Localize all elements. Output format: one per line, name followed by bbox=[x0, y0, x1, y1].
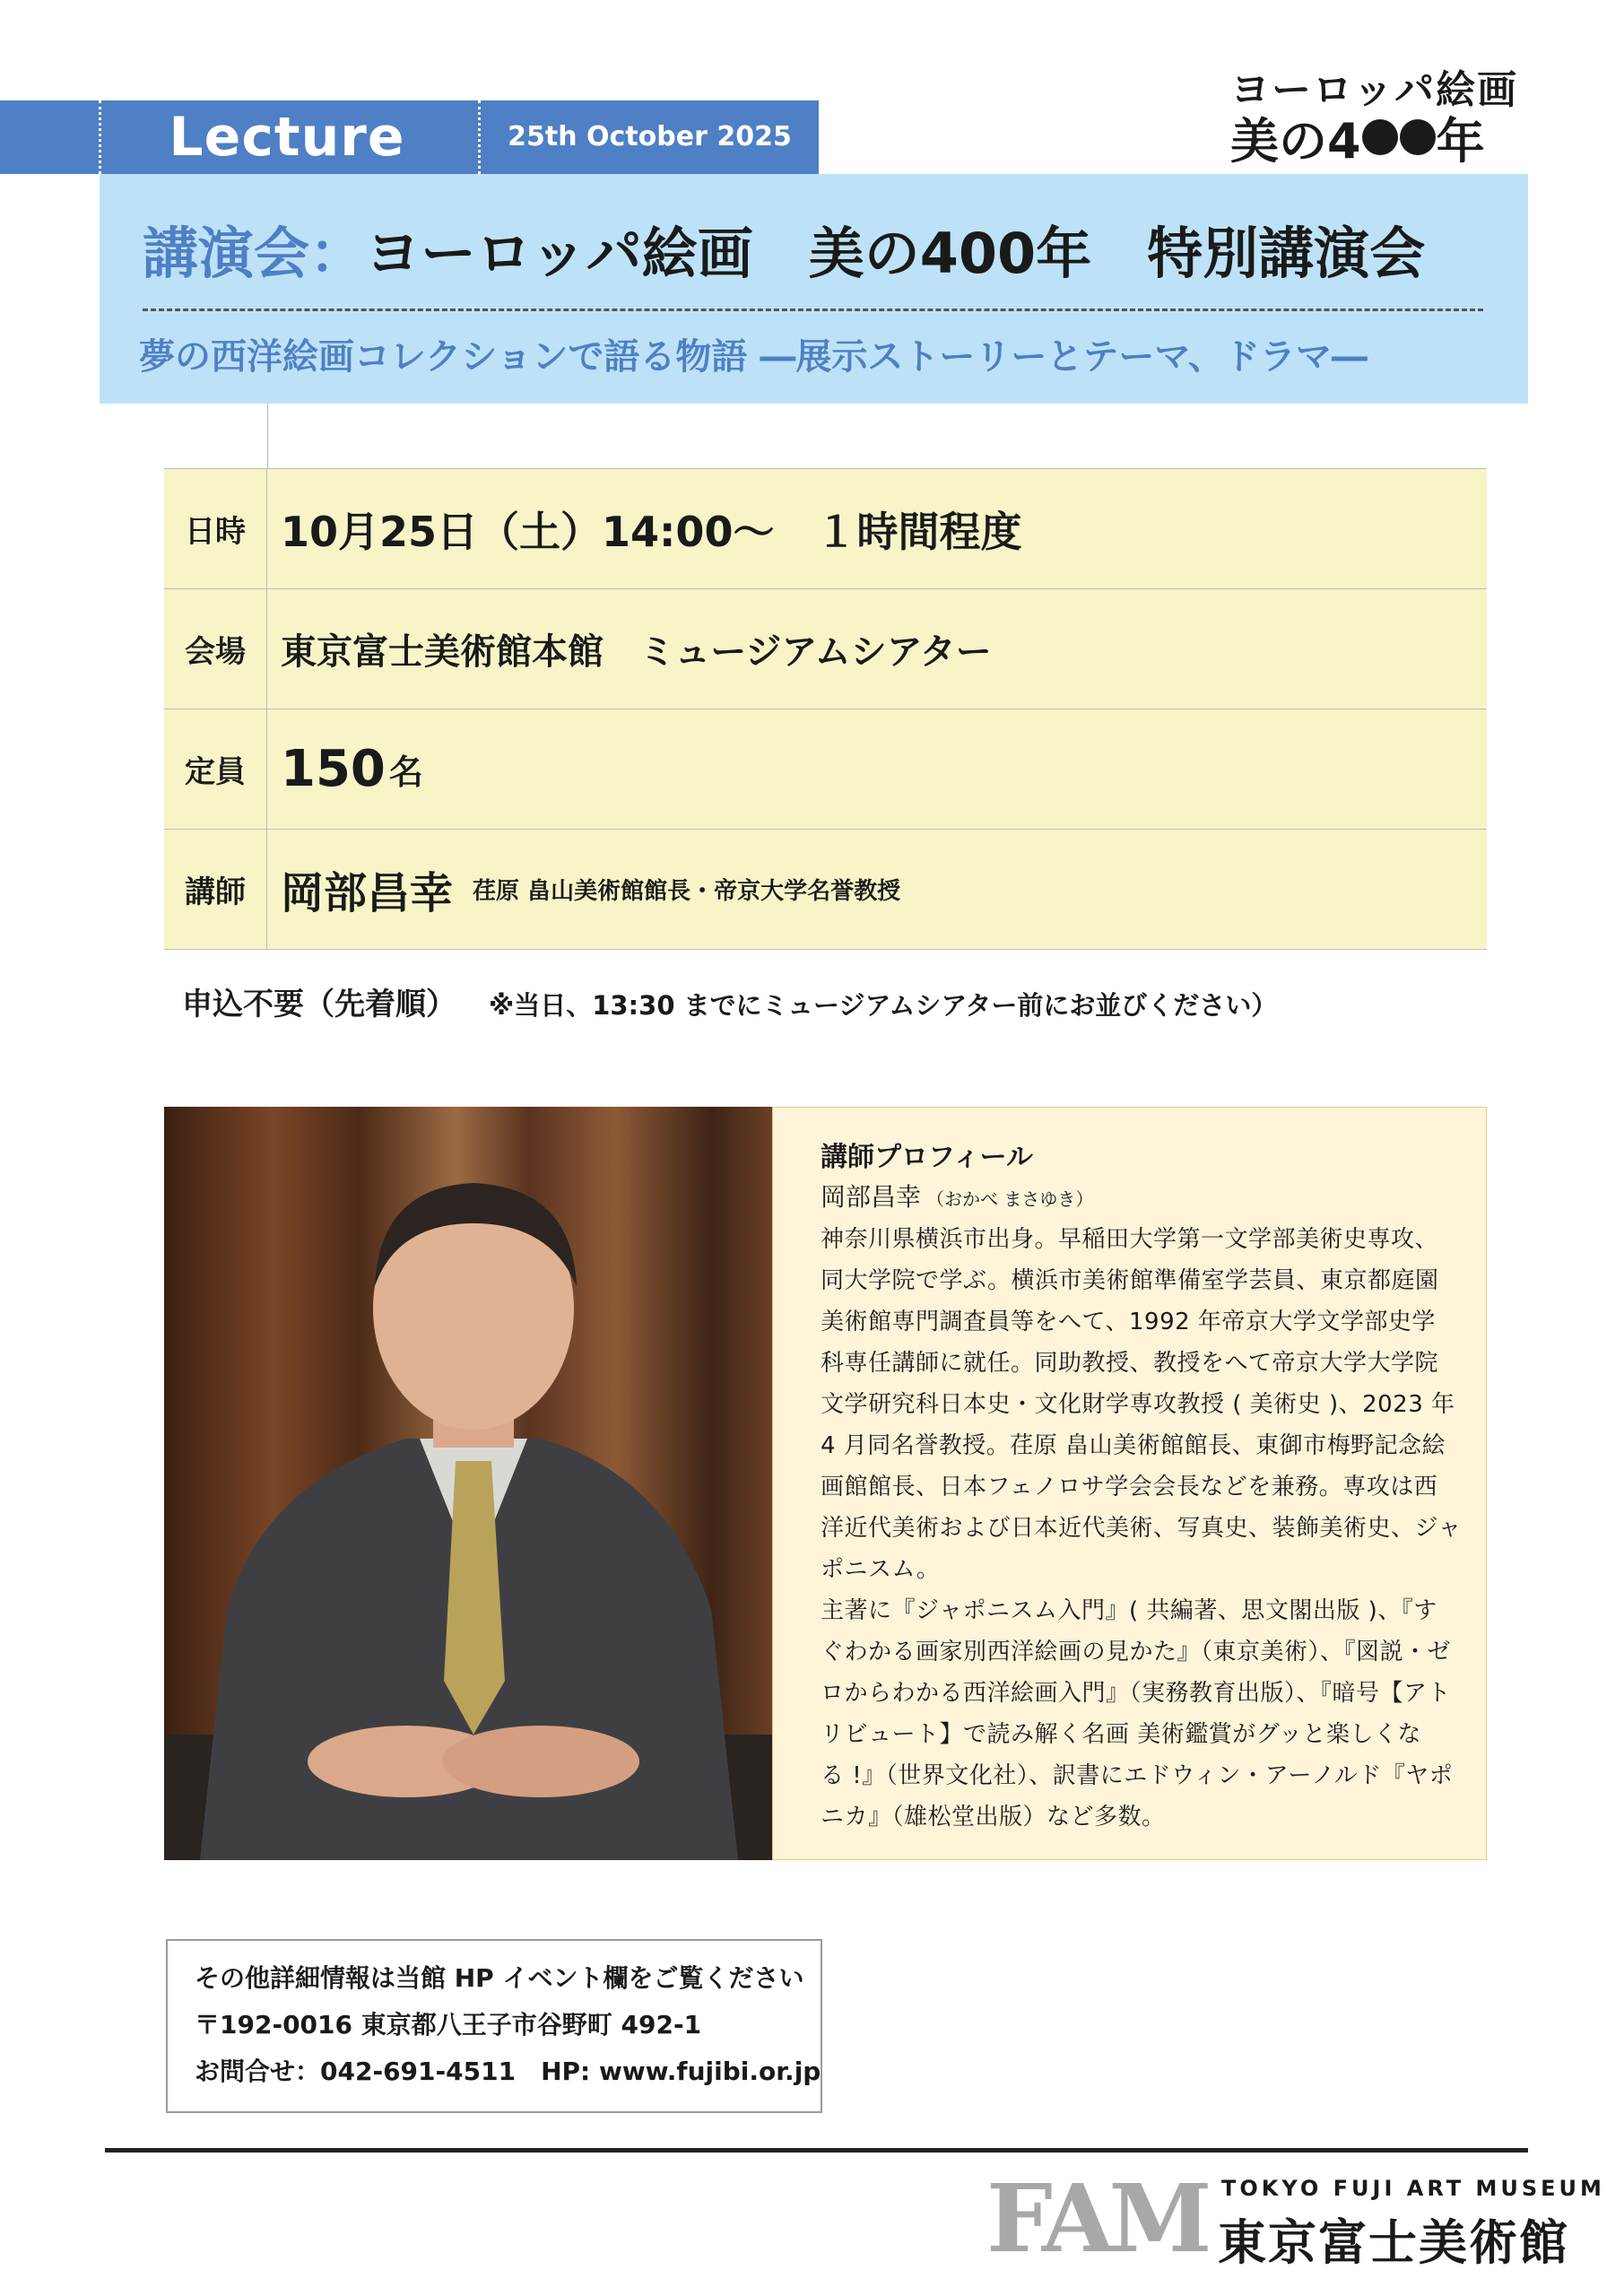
venue-value: 東京富士美術館本館 ミュージアムシアター bbox=[281, 631, 992, 673]
lecturer-portrait-photo bbox=[164, 1107, 772, 1860]
portrait-illustration bbox=[164, 1107, 772, 1860]
capacity-number: 150 bbox=[281, 740, 386, 798]
contact-address: 〒192-0016 東京都八王子市谷野町 492-1 bbox=[195, 2010, 702, 2039]
profile-text-line: ニカ』（雄松堂出版）など多数。 bbox=[821, 1804, 1166, 1831]
info-row-capacity bbox=[164, 709, 1487, 830]
profile-text-line: 文学研究科日本史・文化財学専攻教授 ( 美術史 )、2023 年 bbox=[821, 1391, 1455, 1418]
profile-text-line: ロからわかる西洋絵画入門』（実務教育出版）、『暗号【アト bbox=[821, 1680, 1452, 1707]
header-tab-bar bbox=[0, 100, 819, 174]
page-title bbox=[143, 221, 1425, 287]
title-divider bbox=[143, 309, 1483, 311]
profile-text-line: る !』（世界文化社）、訳書にエドウィン・アーノルド『ヤポ bbox=[821, 1762, 1454, 1789]
profile-text-line: 洋近代美術および日本近代美術、写真史、装飾美術史、ジャ bbox=[821, 1515, 1462, 1542]
datetime-value: 10月25日（土）14:00～ １時間程度 bbox=[281, 507, 1022, 556]
logo-text-post: 年 bbox=[1436, 112, 1485, 170]
info-row-datetime bbox=[164, 469, 1487, 589]
capacity-label: 定員 bbox=[164, 709, 267, 829]
photo-hand-right bbox=[442, 1726, 639, 1797]
page-subtitle: 夢の西洋絵画コレクションで語る物語 ―展示ストーリーとテーマ、ドラマ― bbox=[139, 336, 1368, 378]
title-prefix: 講演会： bbox=[143, 221, 366, 286]
lecturer-profile bbox=[772, 1107, 1487, 1860]
profile-text-line: ポニスム。 bbox=[821, 1556, 941, 1583]
application-detail: ※当日、13:30 までにミュージアムシアター前にお並びください） bbox=[489, 990, 1278, 1021]
info-row-venue bbox=[164, 589, 1487, 709]
profile-text-line: 科専任講師に就任。同助教授、教授をへて帝京大学大学院 bbox=[821, 1350, 1439, 1377]
profile-heading: 講師プロフィール bbox=[821, 1142, 1033, 1173]
fam-logo: FAM bbox=[986, 2163, 1207, 2274]
lecture-date: 25th October 2025 bbox=[508, 121, 792, 152]
museum-name-japanese: 東京富士美術館 bbox=[1218, 2214, 1569, 2271]
lecturer-label: 講師 bbox=[164, 830, 267, 949]
logo-zero-circle bbox=[1400, 119, 1436, 155]
event-info-table bbox=[164, 468, 1487, 950]
contact-phone-website: お問合せ：042-691-4511 HP: www.fujibi.or.jp bbox=[195, 2057, 821, 2086]
info-row-lecturer bbox=[164, 830, 1487, 950]
profile-text-line: リビュート】で読み解く名画 美術鑑賞がグッと楽しくな bbox=[821, 1721, 1421, 1748]
datetime-label: 日時 bbox=[164, 469, 267, 588]
profile-text-line: 同大学院で学ぶ。横浜市美術館準備室学芸員、東京都庭園 bbox=[821, 1267, 1439, 1294]
footer-divider bbox=[105, 2148, 1528, 2152]
capacity-unit: 名 bbox=[388, 752, 423, 792]
lecturer-title: 荏原 畠山美術館館長・帝京大学名誉教授 bbox=[473, 878, 901, 905]
logo-zero-circle bbox=[1362, 119, 1398, 155]
application-note bbox=[182, 979, 1277, 1023]
profile-name-kana: （おかべ まさゆき） bbox=[926, 1188, 1094, 1210]
profile-text-line: 画館館長、日本フェノロサ学会会長などを兼務。専攻は西 bbox=[821, 1474, 1438, 1500]
exhibition-logo-line2 bbox=[1230, 109, 1485, 170]
lecture-label: Lecture bbox=[169, 106, 405, 169]
profile-name bbox=[821, 1178, 1093, 1213]
profile-text-line: 主著に『ジャポニスム入門』( 共編著、思文閣出版 )、『す bbox=[821, 1597, 1437, 1624]
profile-name-text: 岡部昌幸 bbox=[821, 1182, 922, 1212]
title-text: ヨーロッパ絵画 美の400年 特別講演会 bbox=[365, 221, 1426, 286]
profile-text-line: ぐわかる画家別西洋絵画の見かた』（東京美術）、『図説・ゼ bbox=[821, 1639, 1452, 1665]
contact-info-box bbox=[166, 1939, 822, 2113]
exhibition-logo-line1: ヨーロッパ絵画 bbox=[1230, 67, 1519, 113]
title-band bbox=[100, 174, 1528, 404]
application-main: 申込不要（先着順） bbox=[182, 987, 456, 1022]
profile-text-line: 神奈川県横浜市出身。早稲田大学第一文学部美術史専攻、 bbox=[821, 1226, 1439, 1253]
lecturer-name: 岡部昌幸 bbox=[281, 868, 454, 918]
capacity-value bbox=[267, 709, 423, 829]
contact-details-note: その他詳細情報は当館 HP イベント欄をご覧ください bbox=[195, 1963, 804, 1993]
venue-label: 会場 bbox=[164, 589, 267, 709]
profile-text-line: 4 月同名誉教授。荏原 畠山美術館館長、東御市梅野記念絵 bbox=[821, 1432, 1446, 1459]
lecturer-value bbox=[267, 830, 900, 949]
profile-text-line: 美術館専門調査員等をへて、1992 年帝京大学文学部史学 bbox=[821, 1309, 1436, 1335]
museum-name-english: TOKYO FUJI ART MUSEUM bbox=[1221, 2176, 1605, 2201]
logo-text-pre: 美の4 bbox=[1230, 112, 1361, 170]
table-guide-line bbox=[267, 404, 268, 468]
